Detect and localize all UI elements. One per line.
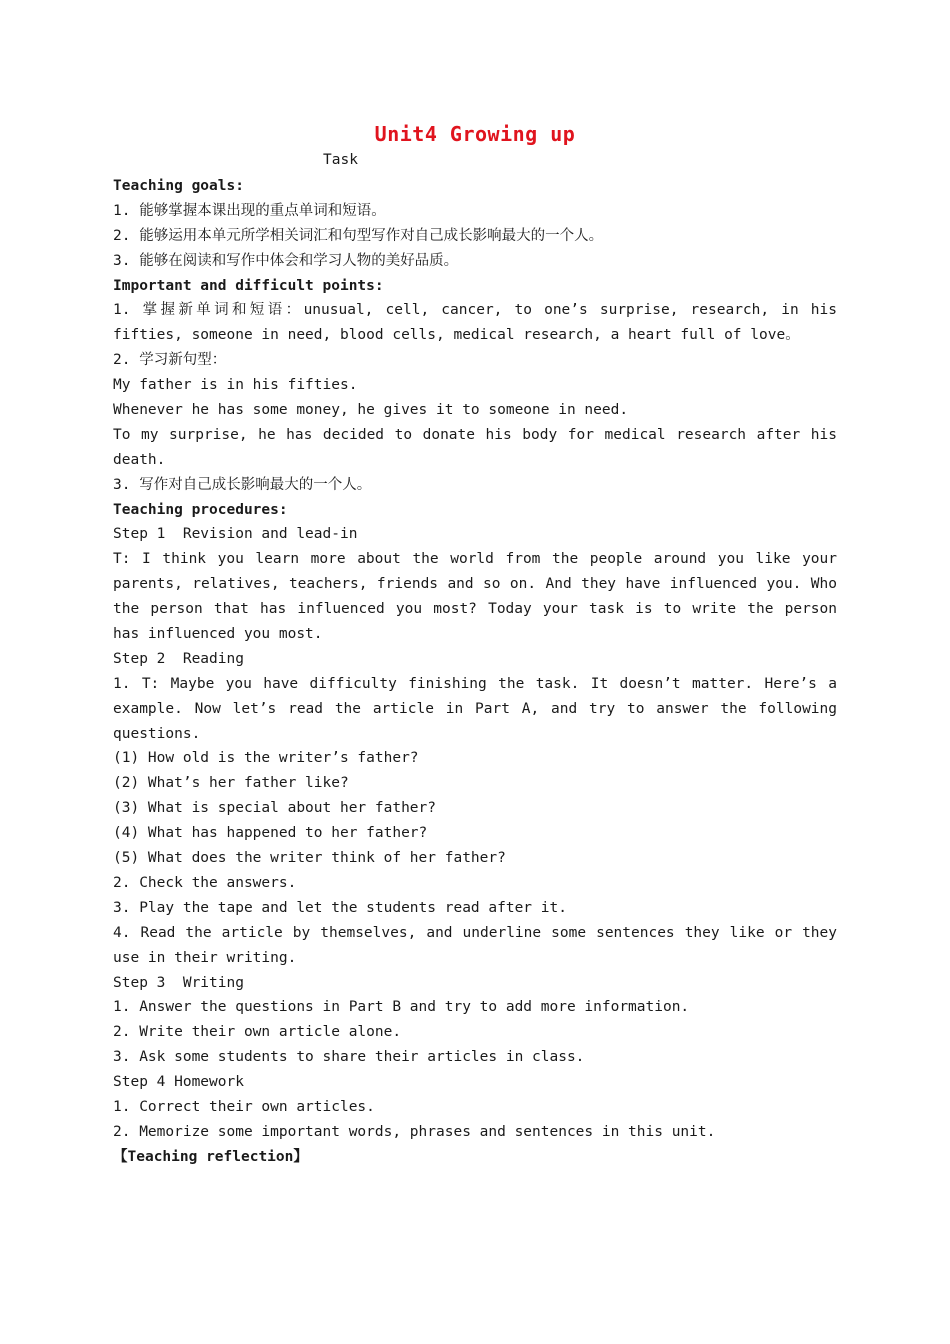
step-item: 2. Write their own article alone. [113, 1024, 402, 1041]
step-text: T: I think you learn more about the world from the people around you like your [113, 551, 837, 568]
step-text: parents, relatives, teachers, friends and so on. And they have influenced you. Who [113, 576, 837, 593]
procedures-heading: Teaching procedures: [113, 501, 288, 518]
step-text: use in their writing. [113, 949, 297, 966]
example-sentence-cont: death. [113, 451, 166, 468]
step-title: Step 4 Homework [113, 1074, 244, 1091]
points-item: 3. 写作对自己成长影响最大的一个人。 [113, 476, 372, 493]
step-text: 2. Check the answers. [113, 874, 297, 891]
step-title: Step 2 Reading [113, 650, 244, 667]
page-title: Unit4 Growing up [374, 122, 576, 146]
example-sentence: Whenever he has some money, he gives it to someone in need. [113, 402, 629, 419]
points-heading: Important and difficult points: [113, 277, 384, 294]
step-text: questions. [113, 725, 201, 742]
goal-item: 3. 能够在阅读和写作中体会和学习人物的美好品质。 [113, 252, 459, 269]
step-text: has influenced you most. [113, 626, 323, 643]
points-item: 1. 掌握新单词和短语：unusual, cell, cancer, to one’s surprise, research, in his [113, 302, 837, 319]
question-item: (1) How old is the writer’s father? [113, 750, 419, 767]
step-title: Step 3 Writing [113, 974, 244, 991]
step-item: 3. Ask some students to share their articles in class. [113, 1049, 585, 1066]
step-item: 1. Correct their own articles. [113, 1098, 375, 1115]
document-body [113, 174, 837, 1170]
goals-heading: Teaching goals: [113, 178, 244, 194]
goal-item: 2. 能够运用本单元所学相关词汇和句型写作对自己成长影响最大的一个人。 [113, 227, 604, 244]
page-subtitle: Task [323, 152, 358, 168]
goal-item: 1. 能够掌握本课出现的重点单词和短语。 [113, 202, 386, 219]
question-item: (3) What is special about her father? [113, 800, 437, 817]
step-text: 4. Read the article by themselves, and underline some sentences they like or they [113, 924, 837, 941]
step-text: 3. Play the tape and let the students read after it. [113, 899, 567, 916]
question-item: (4) What has happened to her father? [113, 825, 428, 842]
step-title: Step 1 Revision and lead-in [113, 526, 358, 543]
step-item: 1. Answer the questions in Part B and try to add more information. [113, 999, 690, 1016]
points-item: 2. 学习新句型： [113, 352, 227, 369]
example-sentence: My father is in his fifties. [113, 377, 358, 394]
question-item: (5) What does the writer think of her father? [113, 850, 506, 867]
step-item: 2. Memorize some important words, phrases and sentences in this unit. [113, 1123, 716, 1140]
question-item: (2) What’s her father like? [113, 775, 349, 792]
step-text: the person that has influenced you most? Today your task is to write the person [113, 601, 837, 618]
reflection-heading: 【Teaching reflection】 [113, 1148, 308, 1165]
step-text: example. Now let’s read the article in Part A, and try to answer the following [113, 700, 837, 717]
example-sentence: To my surprise, he has decided to donate his body for medical research after his [113, 426, 837, 443]
step-text: 1. T: Maybe you have difficulty finishing the task. It doesn’t matter. Here’s a [113, 675, 837, 692]
points-item-cont: fifties, someone in need, blood cells, medical research, a heart full of love。 [113, 327, 800, 344]
